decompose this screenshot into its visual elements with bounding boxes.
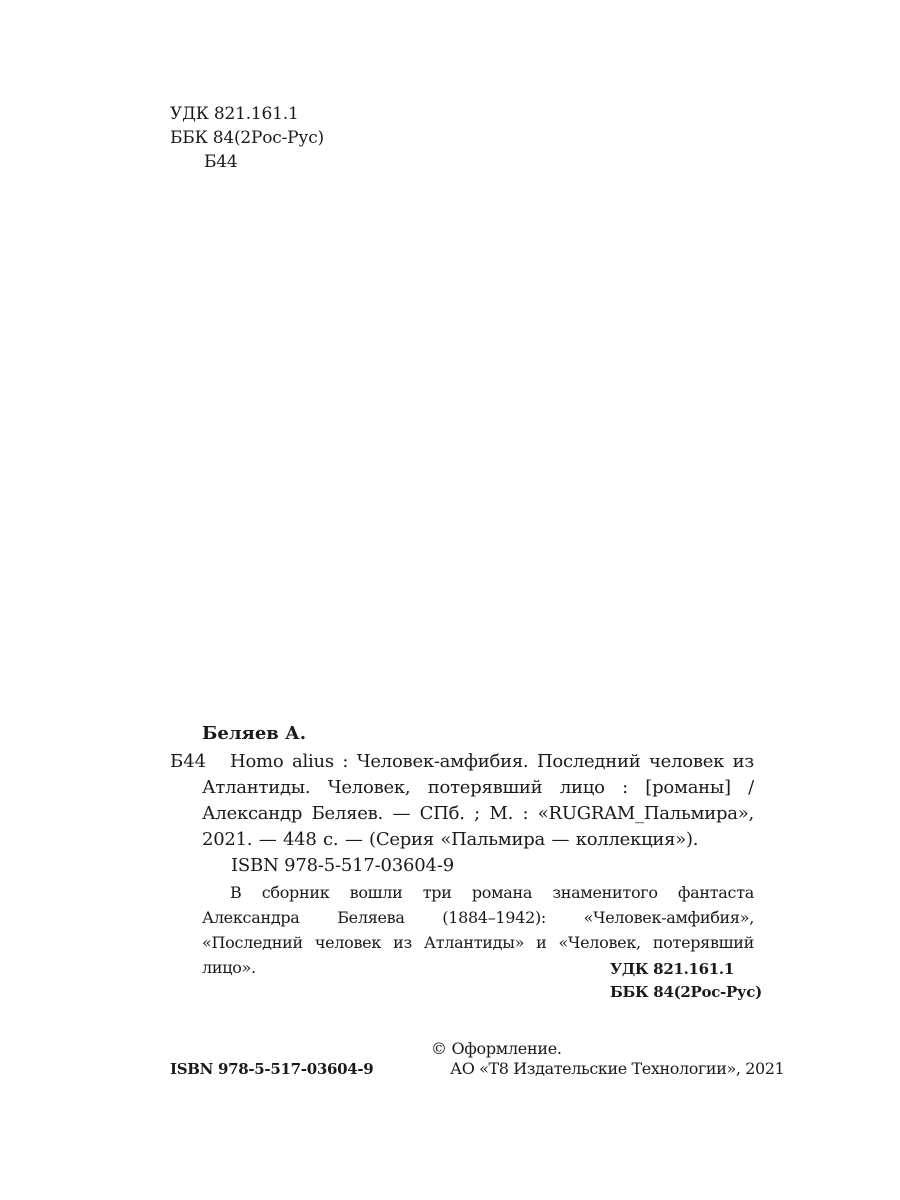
udk-code: УДК 821.161.1 xyxy=(170,104,299,124)
top-classification-block xyxy=(170,102,324,174)
bottom-bbk-code: ББК 84(2Рос-Рус) xyxy=(610,983,762,1001)
bibliographic-text: Homo alius : Человек-амфибия. Последний человек из Атлантиды. Человек, потерявший лицо : [романы] / Александр Беляев. — СПб. ; М. : «RUGRAM_Пальмира», 2021. — 448 с. — (Серия «Пальмира — коллекция»). xyxy=(202,751,754,850)
bbk-code: ББК 84(2Рос-Рус) xyxy=(170,128,324,148)
copyright-line: © Оформление. xyxy=(431,1039,562,1058)
cutter-code: Б44 xyxy=(204,152,238,172)
bibliographic-description xyxy=(202,749,754,853)
bottom-udk-code: УДК 821.161.1 xyxy=(610,960,734,978)
bottom-classification-block xyxy=(610,958,762,1004)
author-name: Беляев А. xyxy=(202,723,306,744)
footer-isbn: ISBN 978-5-517-03604-9 xyxy=(170,1060,374,1078)
publisher-line: АО «Т8 Издательские Технологии», 2021 xyxy=(450,1059,785,1078)
card-cutter-code: Б44 xyxy=(170,751,207,772)
annotation-text: В сборник вошли три романа знаменитого фантаста Александра Беляева (1884–1942): «Человек-амфибия», «Последний человек из Атлантиды» и «Человек, потерявший лицо». xyxy=(202,883,754,977)
card-isbn: ISBN 978-5-517-03604-9 xyxy=(231,855,454,876)
